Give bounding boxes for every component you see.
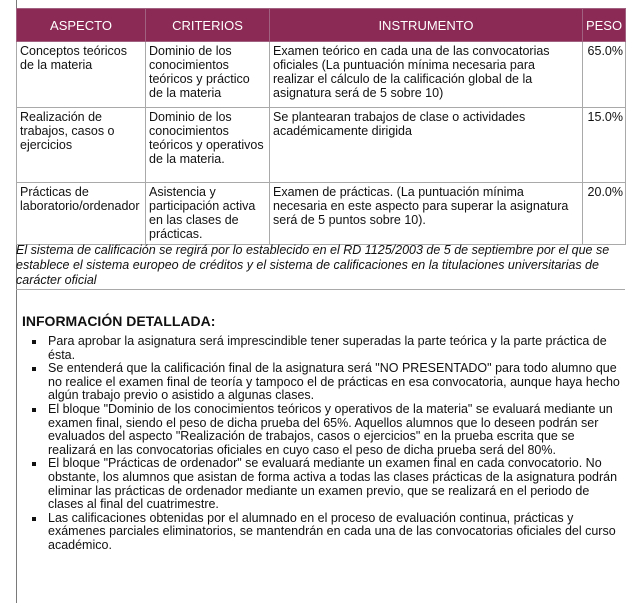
cell-aspecto: Conceptos teóricos de la materia (17, 42, 146, 108)
cell-aspecto: Prácticas de laboratorio/ordenador (17, 183, 146, 245)
list-item: Las calificaciones obtenidas por el alumnado en el proceso de evaluación continua, prácticas y exámenes parciales eliminatorios, se mantendrán en cada una de las convocatorias oficiales del curso académico. (22, 512, 620, 553)
evaluation-table (16, 8, 626, 245)
list-item: Para aprobar la asignatura será imprescindible tener superadas la parte teórica y la parte práctica de ésta. (22, 335, 620, 362)
list-item: Se entenderá que la calificación final de la asignatura será "NO PRESENTADO" para todo alumno que no realice el examen final de teoría y tampoco el de prácticas en esa convocatoria, aunque haya hecho algún trabajo previo o asistido a algunas clases. (22, 362, 620, 403)
info-list (22, 335, 620, 553)
cell-criterios: Dominio de los conocimientos teóricos y operativos de la materia. (146, 108, 270, 183)
header-aspecto: ASPECTO (17, 9, 146, 42)
document-frame (16, 0, 625, 603)
table-row (17, 42, 626, 108)
cell-peso: 15.0% (583, 108, 626, 183)
list-item: El bloque "Prácticas de ordenador" se evaluará mediante un examen final en cada convocatorio. No obstante, los alumnos que asistan de forma activa a todas las clases prácticas de la asignatura podrán eliminar las prácticas de ordenador mediante un examen previo, que se realizará en el periodo de clases al final del cuatrimestre. (22, 457, 620, 511)
cell-peso: 20.0% (583, 183, 626, 245)
cell-instrumento: Examen teórico en cada una de las convocatorias oficiales (La puntuación mínima necesaria para realizar el cálculo de la calificación global de la asignatura será de 5 sobre 10) (270, 42, 583, 108)
header-instrumento: INSTRUMENTO (270, 9, 583, 42)
list-item: El bloque "Dominio de los conocimientos teóricos y operativos de la materia" se evaluará mediante un examen final, siendo el peso de dicha prueba del 65%. Aquellos alumnos que lo deseen podrán ser evaluados del aspecto "Realización de trabajos, casos o ejercicios" en la prueba escrita que se realizará en las convocatorias oficiales en cuyo caso el peso de dicha prueba será del 80%. (22, 403, 620, 457)
cell-instrumento: Se plantearan trabajos de clase o actividades académicamente dirigida (270, 108, 583, 183)
grading-note: El sistema de calificación se regirá por lo establecido en el RD 1125/2003 de 5 de septiembre por el que se establece el sistema europeo de créditos y el sistema de calificaciones en la titulaciones universitarias de carácter oficial (16, 243, 625, 290)
header-criterios: CRITERIOS (146, 9, 270, 42)
section-title: INFORMACIÓN DETALLADA: (22, 313, 216, 329)
cell-criterios: Dominio de los conocimientos teóricos y práctico de la materia (146, 42, 270, 108)
table-row (17, 183, 626, 245)
table-row (17, 108, 626, 183)
cell-aspecto: Realización de trabajos, casos o ejercicios (17, 108, 146, 183)
table-header-row (17, 9, 626, 42)
header-peso: PESO (583, 9, 626, 42)
cell-criterios: Asistencia y participación activa en las clases de prácticas. (146, 183, 270, 245)
cell-peso: 65.0% (583, 42, 626, 108)
cell-instrumento: Examen de prácticas. (La puntuación mínima necesaria en este aspecto para superar la asignatura será de 5 puntos sobre 10). (270, 183, 583, 245)
